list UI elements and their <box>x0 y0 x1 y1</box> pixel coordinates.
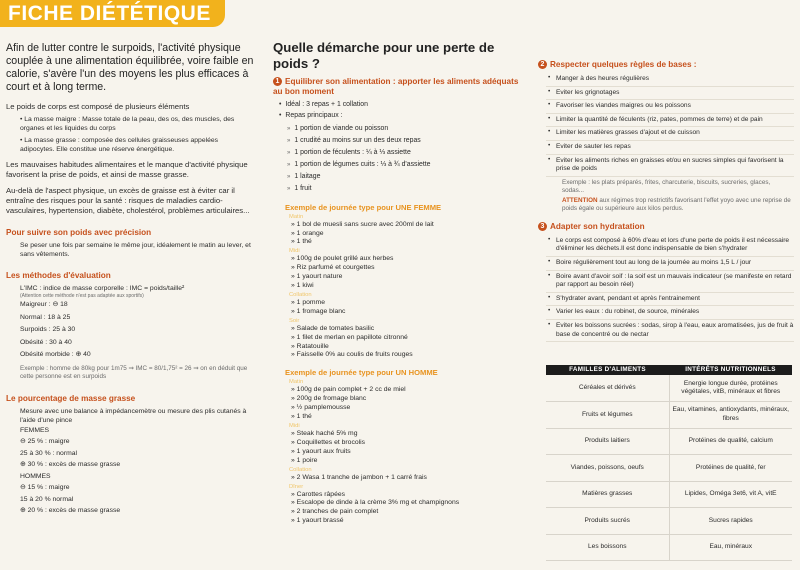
nutrition-benefit-cell: Lipides, Oméga 3et6, vit A, vitE <box>669 481 792 508</box>
step3-title: Adapter son hydratation <box>550 221 645 231</box>
meal-label: Collation <box>289 291 312 298</box>
column-middle <box>273 40 526 526</box>
meal-label: Matin <box>289 213 304 220</box>
imc-row: Maigreur : ⊖ 18 <box>20 301 68 308</box>
meal-item: » Escalope de dinde à la crème 3% mg et champignons <box>291 499 460 507</box>
meal-item: » Faisselle 0% au coulis de fruits rouges <box>291 351 413 359</box>
attention-label: ATTENTION <box>562 196 598 204</box>
table-header-row <box>546 365 792 375</box>
heading-evaluation-methods: Les méthodes d'évaluation <box>6 271 111 280</box>
meal-label: Midi <box>289 248 300 255</box>
hydration-item: • Boire avant d'avoir soif : la soif est un mauvais indicateur (se manifeste en retard par rapport au besoin réel) <box>546 271 794 293</box>
table-header-families: FAMILLES D'ALIMENTS <box>546 365 669 375</box>
follow-weight-text: Se peser une fois par semaine le même jour, idéalement le matin au lever, et sans vêtements. <box>20 242 251 258</box>
meal-item: » 2 Wasa 1 tranche de jambon + 1 carré frais <box>291 473 427 481</box>
column-left <box>6 42 254 517</box>
men-row: 15 à 20 % normal <box>20 495 74 503</box>
hydration-item: • Le corps est composé à 60% d'eau et lors d'une perte de poids il est nécessaire d'éliminer les déchets.Il est donc indispensable de bien s'hydrater <box>546 235 794 257</box>
meal-item: » 1 yaourt aux fruits <box>291 447 351 455</box>
table-row <box>546 375 792 402</box>
imc-row: Obésité : 30 à 40 <box>20 338 72 346</box>
attention-note <box>546 197 794 213</box>
hydration-list <box>538 235 794 342</box>
nutrition-benefit-cell: Protéines de qualité, fer <box>669 455 792 482</box>
rule-item: • Limiter la quantité de féculents (riz, pates, pommes de terre) et de pain <box>546 114 794 128</box>
hydration-item: • Eviter les boissons sucrées : sodas, sirop à l'eau, eaux aromatisées, jus de fruit à base de concentré ou de nectar <box>546 320 794 342</box>
meal-label: Soir <box>289 317 300 324</box>
step3-heading <box>538 222 794 232</box>
food-families-table <box>546 365 792 561</box>
food-family-cell: Matières grasses <box>546 481 669 508</box>
nutrition-benefit-cell: Protéines de qualité, calcium <box>669 428 792 455</box>
ideal-item: • Idéal : 3 repas + 1 collation <box>279 101 368 108</box>
meal-item: » 1 filet de merlan en papillote citronné <box>291 333 408 341</box>
table-row <box>546 534 792 561</box>
step3-number: 3 <box>538 222 547 231</box>
lean-mass-item: • La masse maigre : Masse totale de la peau, des os, des muscles, des organes et les liquides du corps <box>20 116 235 132</box>
main-meals-list <box>273 123 526 195</box>
imc-definition: L'IMC : indice de masse corporelle : IMC = poids/taille² <box>20 285 185 292</box>
meal-item: » Coquillettes et brocolis <box>291 438 366 446</box>
food-family-cell: Produits sucrés <box>546 508 669 535</box>
meal-item: » 1 yaourt brassé <box>291 517 344 525</box>
bad-habits-text: Les mauvaises habitudes alimentaires et le manque d'activité physique favorisent la prise de poids, et ainsi de masse grasse. <box>6 160 248 179</box>
meal-item: » 1 thé <box>291 238 312 246</box>
page-title: FICHE DIÉTÉTIQUE <box>8 2 211 25</box>
imc-row: Surpoids : 25 à 30 <box>20 326 76 333</box>
meal-item: » 1 thé <box>291 413 312 421</box>
meal-item: » 1 bol de muesli sans sucre avec 200ml de lait <box>291 220 434 228</box>
rule-item: • Eviter les grignotages <box>546 87 794 101</box>
food-family-cell: Fruits et légumes <box>546 402 669 429</box>
health-risks-text: Au-delà de l'aspect physique, un excès de graisse est à éviter car il entraîne des risques pour la santé : risques de maladies cardio-vasculaires, hypertension, diabète, cholestérol, problèmes articulaires... <box>6 186 250 215</box>
rule-item: • Favoriser les viandes maigres ou les poissons <box>546 100 794 114</box>
meal-item: » Ratatouille <box>291 342 329 350</box>
fat-mass-item: • La masse grasse : composée des cellules graisseuses appelées adipocytes. Elle constitue une réserve énergétique. <box>20 137 219 153</box>
meal-label: Matin <box>289 379 304 386</box>
main-meal-portion: » 1 portion de viande ou poisson <box>287 124 389 132</box>
rules-example: Exemple : les plats préparés, frites, charcuterie, biscuits, sucreries, glaces, sodas... <box>562 178 771 194</box>
meal-item: » Steak haché 5% mg <box>291 430 358 437</box>
heading-fat-percentage: Le pourcentage de masse grasse <box>6 393 136 403</box>
meal-item: » Carottes râpées <box>291 490 346 498</box>
step2-heading <box>538 60 794 70</box>
nutrition-benefit-cell: Eau, minéraux <box>669 534 792 561</box>
meal-item: » 1 fromage blanc <box>291 307 346 315</box>
meal-item: » 1 pomme <box>291 298 326 306</box>
rule-item: • Eviter les aliments riches en graisses et/ou en sucres simples qui favorisent la prise de poids <box>546 155 794 177</box>
meal-item: » ½ pamplemousse <box>291 404 351 412</box>
main-meal-portion: » 1 laitage <box>287 172 321 180</box>
main-meal-portion: » 1 portion de légumes cuits : ⅓ à ¾ d'assiette <box>287 160 431 168</box>
main-meal-portion: » 1 fruit <box>287 184 312 192</box>
meal-item: » Riz parfumé et courgettes <box>291 264 375 272</box>
men-row: ⊕ 20 % : excès de masse grasse <box>20 507 121 514</box>
meal-item: » Salade de tomates basilic <box>291 324 375 332</box>
meal-item: » 1 orange <box>291 229 324 237</box>
step2-number: 2 <box>538 60 547 69</box>
main-meal-portion: » 1 crudité au moins sur un des deux repas <box>287 136 421 144</box>
meal-item: » 1 poire <box>291 456 318 464</box>
imc-list <box>6 299 254 362</box>
rule-item: • Manger à des heures régulières <box>546 73 794 87</box>
meal-item: » 1 yaourt nature <box>291 273 343 281</box>
rules-list <box>538 73 794 213</box>
step1-heading <box>273 77 526 97</box>
rule-item: • Eviter de sauter les repas <box>546 141 794 155</box>
column-right <box>538 60 794 342</box>
woman-day-title: Exemple de journée type pour UNE FEMME <box>285 202 442 212</box>
women-label: FEMMES <box>20 426 50 434</box>
meal-item: » 200g de fromage blanc <box>291 395 367 403</box>
imc-note: (Attention cette méthode n'est pas adaptée aux sportifs) <box>20 293 144 299</box>
rule-item: • Limiter les matières grasses d'ajout et de cuisson <box>546 127 794 141</box>
meal-label: Dîner <box>289 483 304 490</box>
nutrition-benefit-cell: Sucres rapides <box>669 508 792 535</box>
hydration-item: • S'hydrater avant, pendant et après l'entrainement <box>546 293 794 307</box>
food-family-cell: Produits laitiers <box>546 428 669 455</box>
heading-follow-weight: Pour suivre son poids avec précision <box>6 228 152 237</box>
men-label: HOMMES <box>20 472 51 480</box>
table-row <box>546 402 792 429</box>
table-row <box>546 508 792 535</box>
title-banner <box>0 0 225 27</box>
table-row <box>546 428 792 455</box>
meal-item: » 1 kiwi <box>291 282 314 290</box>
hydration-item: • Varier les eaux : du robinet, de source, minérales <box>546 306 794 320</box>
women-row: 25 à 30 % : normal <box>20 449 78 457</box>
intro-text: Afin de lutter contre le surpoids, l'activité physique couplée à une alimentation équilibrée, voire faible en calorie, s'avère l'un des moyens les plus efficaces à court et à long terme. <box>6 42 254 93</box>
man-day-title: Exemple de journée type pour UN HOMME <box>285 368 438 378</box>
women-block <box>6 425 254 517</box>
attention-text: aux régimes trop restrictifs favorisant l'effet yoyo avec une reprise de poids égale ou supérieure aux kilos perdus. <box>562 196 791 212</box>
section-title-approach: Quelle démarche pour une perte de poids ? <box>273 40 495 71</box>
imc-example: Exemple : homme de 80kg pour 1m75 ⇒ IMC = 80/1,75² = 26 ⇒ on en déduit que cette personne est en surpoids <box>20 364 248 380</box>
table-row <box>546 455 792 482</box>
fat-percentage-text: Mesure avec une balance à impédancemètre ou mesure des plis cutanés à l'aide d'une pince <box>20 407 247 424</box>
nutrition-benefit-cell: Eau, vitamines, antioxydants, minéraux, fibres <box>669 402 792 429</box>
body-composition-intro: Le poids de corps est composé de plusieurs éléments <box>6 102 190 111</box>
food-family-cell: Les boissons <box>546 534 669 561</box>
food-family-cell: Céréales et dérivés <box>546 375 669 402</box>
meal-label: Collation <box>289 466 312 473</box>
nutrition-benefit-cell: Energie longue durée, protéines végétales, vitB, minéraux et fibres <box>669 375 792 402</box>
imc-row: Normal : 18 à 25 <box>20 313 71 321</box>
food-family-cell: Viandes, poissons, oeufs <box>546 455 669 482</box>
men-row: ⊖ 15 % : maigre <box>20 484 70 491</box>
step2-title: Respecter quelques règles de bases : <box>550 60 697 69</box>
women-row: ⊕ 30 % : excès de masse grasse <box>20 461 121 468</box>
meal-item: » 100g de poulet grillé aux herbes <box>291 255 394 263</box>
imc-row: Obésité morbide : ⊕ 40 <box>20 351 91 358</box>
woman-day-menu <box>273 213 526 361</box>
meal-label: Midi <box>289 423 300 429</box>
table-row <box>546 481 792 508</box>
women-row: ⊖ 25 % : maigre <box>20 438 70 445</box>
main-meal-portion: » 1 portion de féculents : ¼ à ⅓ assiette <box>287 148 411 156</box>
meal-item: » 2 tranches de pain complet <box>291 508 379 516</box>
step1-title: Equilibrer son alimentation : apporter les aliments adéquats au bon moment <box>273 77 519 96</box>
main-meals-item: • Repas principaux : <box>279 112 343 120</box>
hydration-item: • Boire régulièrement tout au long de la journée au moins 1,5 L / jour <box>546 257 794 271</box>
man-day-menu <box>273 378 526 526</box>
table-header-benefits: INTÉRÊTS NUTRITIONNELS <box>669 365 792 375</box>
meal-item: » 100g de pain complet + 2 cc de miel <box>291 386 406 394</box>
step1-number: 1 <box>273 77 282 86</box>
